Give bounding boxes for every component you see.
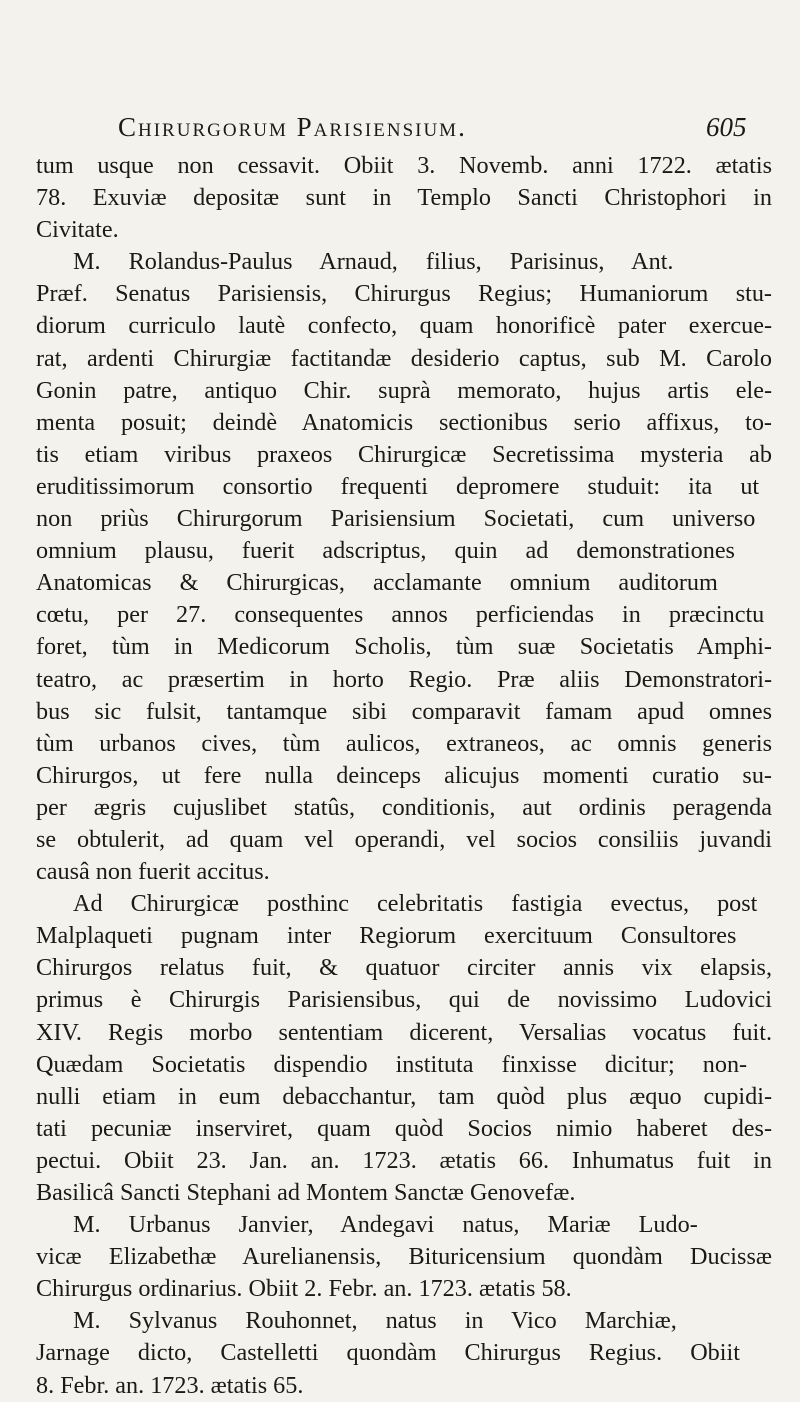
running-head [118, 112, 798, 148]
running-head-title: Chirurgorum Parisiensium. [118, 112, 467, 142]
text-line: Malplaqueti pugnam inter Regiorum exercituum Consultores [36, 922, 737, 950]
page-number: 605 [706, 112, 747, 142]
text-line: rat, ardenti Chirurgiæ factitandæ desiderio captus, sub M. Carolo [36, 344, 772, 372]
text-line: primus è Chirurgis Parisiensibus, qui de novissimo Ludovici [36, 986, 772, 1014]
text-line: M. Rolandus-Paulus Arnaud, filius, Parisinus, Ant. [73, 248, 674, 276]
text-line: Civitate. [36, 216, 119, 244]
text-line: teatro, ac præsertim in horto Regio. Præ aliis Demonstratori- [36, 665, 772, 693]
text-line: Ad Chirurgicæ posthinc celebritatis fastigia evectus, post [73, 890, 758, 918]
text-line: Basilicâ Sancti Stephani ad Montem Sanctæ Genovefæ. [36, 1179, 576, 1206]
text-line: eruditissimorum consortio frequenti depromere studuit: ita ut [36, 472, 760, 500]
text-line: tati pecuniæ inserviret, quam quòd Socios nimio haberet des- [36, 1114, 772, 1142]
text-line: nulli etiam in eum debacchantur, tam quòd plus æquo cupidi- [36, 1082, 772, 1110]
text-line: Jarnage dicto, Castelletti quondàm Chirurgus Regius. Obiit [36, 1339, 740, 1367]
text-line: vicæ Elizabethæ Aurelianensis, Bituricensium quondàm Ducissæ [36, 1243, 772, 1271]
text-line: M. Urbanus Janvier, Andegavi natus, Mariæ Ludo- [73, 1211, 698, 1239]
text-line: Chirurgos relatus fuit, & quatuor circiter annis vix elapsis, [36, 954, 772, 982]
text-line: Præf. Senatus Parisiensis, Chirurgus Regius; Humaniorum stu- [36, 280, 772, 308]
text-line: 78. Exuviæ depositæ sunt in Templo Sancti Christophori in [36, 184, 772, 212]
text-line: tùm urbanos cives, tùm aulicos, extraneos, ac omnis generis [36, 729, 772, 757]
text-line: pectui. Obiit 23. Jan. an. 1723. ætatis 66. Inhumatus fuit in [36, 1146, 772, 1174]
text-line: tum usque non cessavit. Obiit 3. Novemb. anni 1722. ætatis [36, 152, 772, 179]
text-line: foret, tùm in Medicorum Scholis, tùm suæ Societatis Amphi- [36, 633, 772, 661]
text-line: XIV. Regis morbo sententiam dicerent, Versalias vocatus fuit. [36, 1018, 772, 1046]
text-line: diorum curriculo lautè confecto, quam honorificè pater exercue- [36, 312, 772, 340]
text-line: cœtu, per 27. consequentes annos perficiendas in præcinctu [36, 601, 765, 629]
text-line: Chirurgus ordinarius. Obiit 2. Febr. an. 1723. ætatis 58. [36, 1275, 572, 1303]
text-line: bus sic fulsit, tantamque sibi comparavit famam apud omnes [36, 697, 772, 725]
text-line: per ægris cujuslibet statûs, conditionis, aut ordinis peragenda [36, 793, 772, 821]
text-line: tis etiam viribus praxeos Chirurgicæ Secretissima mysteria ab [36, 440, 772, 468]
text-line: Quædam Societatis dispendio instituta finxisse dicitur; non- [36, 1050, 748, 1078]
text-line: omnium plausu, fuerit adscriptus, quin ad demonstrationes [36, 537, 735, 565]
text-line: se obtulerit, ad quam vel operandi, vel socios consiliis juvandi [36, 825, 772, 853]
text-line: Chirurgos, ut fere nulla deinceps alicujus momenti curatio su- [36, 761, 772, 789]
text-body [36, 150, 796, 1402]
text-line: 8. Febr. an. 1723. ætatis 65. [36, 1371, 304, 1399]
text-line: menta posuit; deindè Anatomicis sectionibus serio affixus, to- [36, 408, 772, 436]
text-line: Anatomicas & Chirurgicas, acclamante omnium auditorum [36, 569, 718, 597]
text-line: M. Sylvanus Rouhonnet, natus in Vico Marchiæ, [73, 1307, 677, 1335]
text-line: Gonin patre, antiquo Chir. suprà memorato, hujus artis ele- [36, 376, 772, 404]
text-line: causâ non fuerit accitus. [36, 858, 270, 886]
text-line: non priùs Chirurgorum Parisiensium Societati, cum universo [36, 505, 756, 533]
